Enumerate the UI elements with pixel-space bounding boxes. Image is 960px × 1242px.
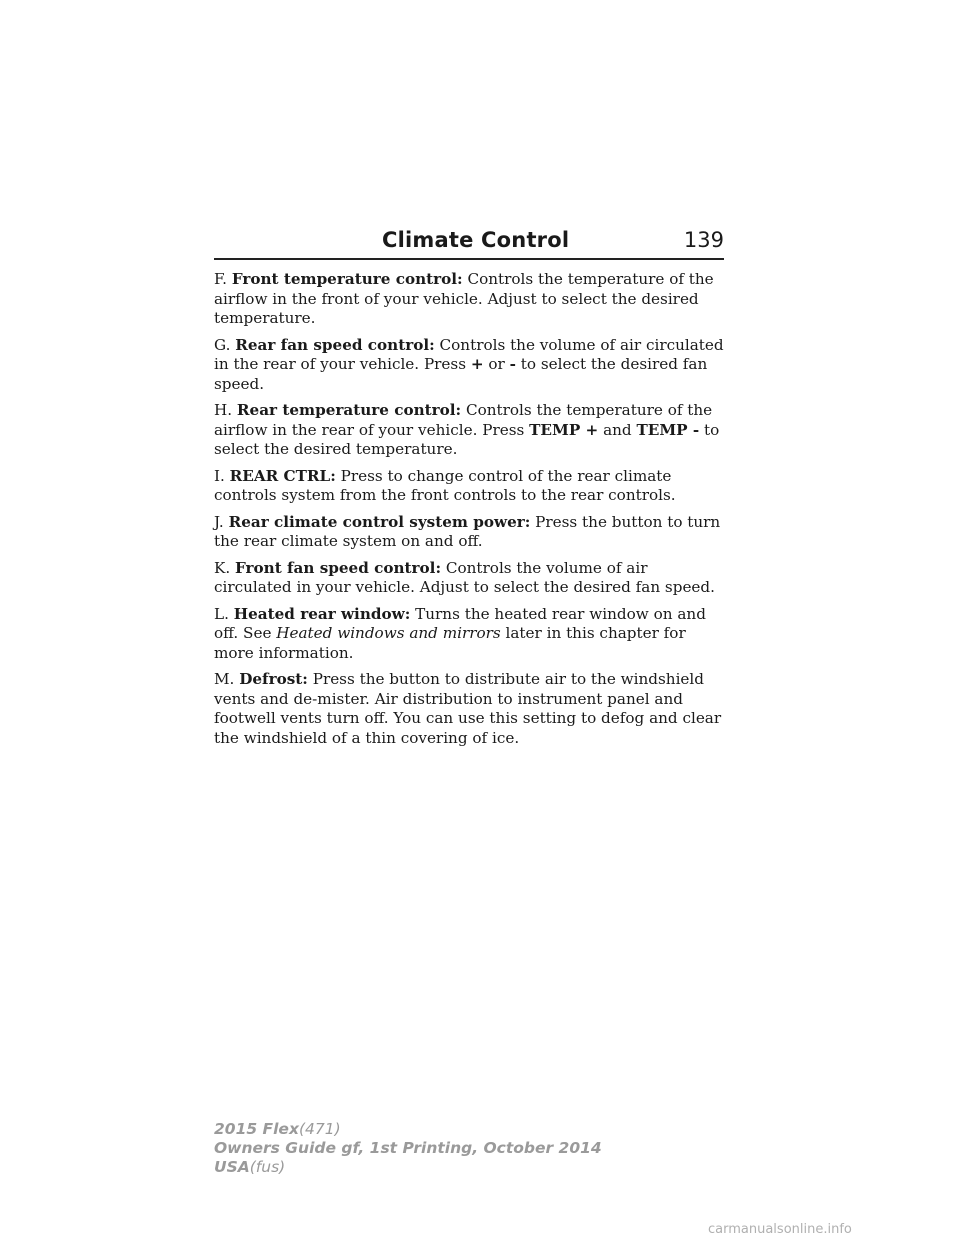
item-g: G. Rear fan speed control: Controls the volume of air circulated in the rear of your vehicle. Press + or - to select the desired fan speed. xyxy=(214,335,724,393)
item-term: Defrost: xyxy=(239,670,308,688)
watermark: carmanualsonline.info xyxy=(708,1222,852,1237)
item-k: K. Front fan speed control: Controls the volume of air circulated in your vehicle. Adjust to select the desired fan speed. xyxy=(214,558,715,596)
item-l: L. Heated rear window: Turns the heated rear window on and off. See Heated windows and mirrors later in this chapter for more information. xyxy=(214,604,706,662)
item-term: Front temperature control: xyxy=(231,270,463,288)
page-number: 139 xyxy=(683,228,724,252)
item-m: M. Defrost: Press the button to distribute air to the windshield vents and de-mister. Air distribution to instrument panel and footwell vents turn off. You can use this setting to defog and clear the windshield of a thin covering of ice. xyxy=(214,670,722,747)
item-f: F. Front temperature control: Controls the temperature of the airflow in the front of your vehicle. Adjust to select the desired temperature. xyxy=(214,270,714,327)
item-term: REAR CTRL: xyxy=(229,466,336,485)
item-term: Rear temperature control: xyxy=(236,401,462,419)
item-term: Front fan speed control: xyxy=(235,558,442,577)
footer-model-line: 2015 Flex(471) xyxy=(214,1120,341,1138)
page-footer xyxy=(214,1120,602,1177)
footer-guide-line: Owners Guide gf, 1st Printing, October 2014 xyxy=(214,1139,602,1157)
section-title: Climate Control xyxy=(382,228,570,252)
item-term: Heated rear window: xyxy=(233,604,411,623)
header-rule xyxy=(214,258,724,260)
item-i: I. REAR CTRL: Press to change control of the rear climate controls system from the front controls to the rear controls. xyxy=(214,466,676,504)
item-j: J. Rear climate control system power: Press the button to turn the rear climate system on and off. xyxy=(214,512,721,550)
item-term: Rear climate control system power: xyxy=(228,512,531,531)
cross-reference-link[interactable]: Heated windows and mirrors xyxy=(276,624,501,642)
item-term: Rear fan speed control: xyxy=(235,335,435,354)
page-body xyxy=(214,270,724,755)
footer-market-line: USA(fus) xyxy=(214,1158,286,1176)
item-h: H. Rear temperature control: Controls the temperature of the airflow in the rear of your vehicle. Press TEMP + and TEMP - to select the desired temperature. xyxy=(214,401,720,458)
page-header xyxy=(214,226,724,260)
